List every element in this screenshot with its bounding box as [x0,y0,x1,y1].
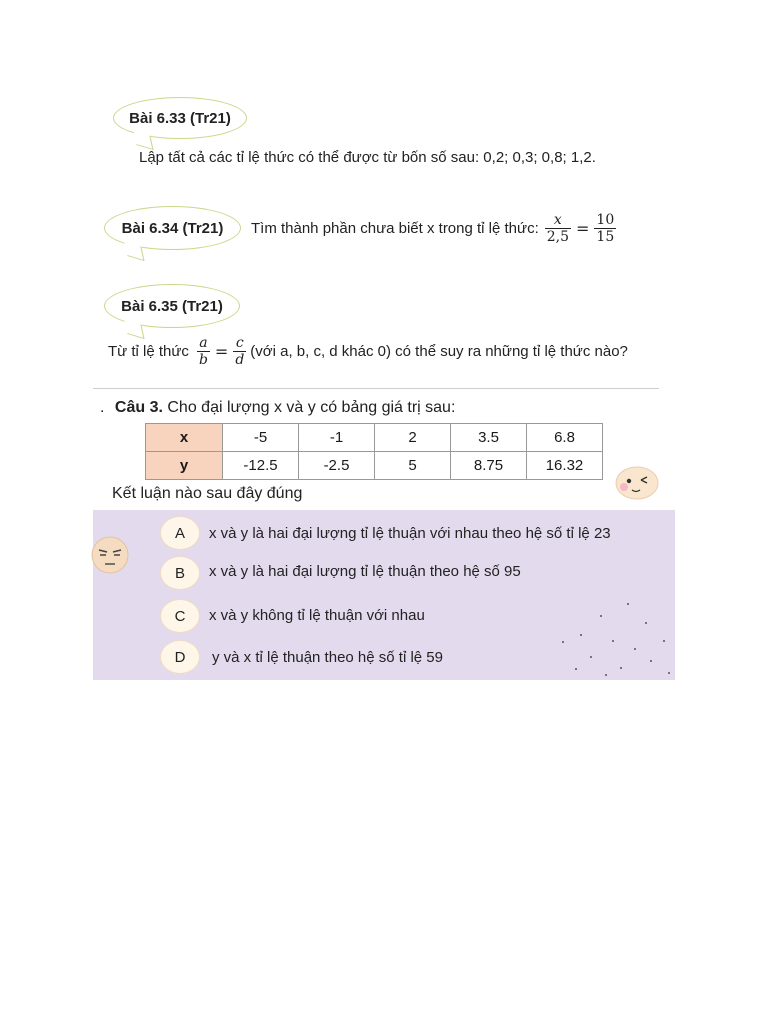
exercise-6-35-line [108,332,628,370]
table-cell: 6.8 [527,424,603,452]
conclusion-prompt: Kết luận nào sau đây đúng [112,485,303,502]
fraction-a-over-b [197,335,210,368]
question-3-label: Câu 3. [114,399,163,416]
option-d-text[interactable]: y và x tỉ lệ thuận theo hệ số tỉ lệ 59 [212,649,443,666]
option-a-letter: A [174,524,185,542]
option-c-button[interactable] [160,599,200,633]
table-cell: -2.5 [299,452,375,480]
option-b-button[interactable] [160,556,200,590]
fraction-10-over-15 [594,212,616,245]
table-cell: 5 [375,452,451,480]
option-c-letter: C [174,607,186,625]
table-cell: 8.75 [451,452,527,480]
option-d-button[interactable] [160,640,200,674]
table-header-y: y [146,452,223,480]
fraction-denominator: 15 [596,228,615,245]
fraction-denominator: 2,5 [546,228,569,245]
exercise-6-35-bubble [104,284,240,328]
table-cell: 3.5 [451,424,527,452]
option-a-button[interactable] [160,516,200,550]
values-table [145,423,603,480]
exercise-6-34-bubble [104,206,241,250]
question-3-bullet: . [100,399,105,416]
table-cell: 2 [375,424,451,452]
exercise-6-33-label: Bài 6.33 (Tr21) [129,109,231,127]
option-b-text[interactable]: x và y là hai đại lượng tỉ lệ thuận theo hệ số 95 [209,563,521,580]
option-c-text[interactable]: x và y không tỉ lệ thuận với nhau [209,607,425,624]
question-3-heading [100,399,455,417]
option-d-letter: D [174,648,186,666]
winking-face-icon [614,463,660,501]
table-cell: -5 [223,424,299,452]
table-row-y [146,452,603,480]
equals-sign: = [214,341,229,361]
option-a-text[interactable]: x và y là hai đại lượng tỉ lệ thuận với nhau theo hệ số tỉ lệ 23 [209,525,611,542]
exercise-6-35-prefix: Từ tỉ lệ thức [108,342,189,360]
exercise-6-35-label: Bài 6.35 (Tr21) [121,297,223,315]
exercise-6-33-bubble [113,97,247,139]
fraction-numerator: x [553,211,562,228]
exercise-6-34-text: Tìm thành phần chưa biết x trong tỉ lệ thức: [251,219,539,237]
question-3-text: Cho đại lượng x và y có bảng giá trị sau: [167,399,456,416]
exercise-6-35-suffix: (với a, b, c, d khác 0) có thể suy ra những tỉ lệ thức nào? [250,342,628,360]
table-header-x: x [146,424,223,452]
table-cell: -12.5 [223,452,299,480]
table-row-x [146,424,603,452]
fraction-denominator: d [235,351,245,368]
exercise-6-34-label: Bài 6.34 (Tr21) [121,219,224,237]
option-b-letter: B [174,564,185,582]
fraction-x-over-2-5 [545,212,571,245]
equals-sign: = [576,218,590,238]
annoyed-face-icon [90,533,130,575]
fraction-denominator: b [198,351,208,368]
section-divider [93,388,659,389]
fraction-numerator: 10 [596,211,615,228]
fraction-numerator: a [199,334,208,351]
fraction-c-over-d [233,335,246,368]
exercise-6-34-line [251,209,618,247]
table-cell: 16.32 [527,452,603,480]
fraction-numerator: c [235,334,244,351]
exercise-6-33-text: Lập tất cả các tỉ lệ thức có thể được từ bốn số sau: 0,2; 0,3; 0,8; 1,2. [139,149,596,166]
table-cell: -1 [299,424,375,452]
